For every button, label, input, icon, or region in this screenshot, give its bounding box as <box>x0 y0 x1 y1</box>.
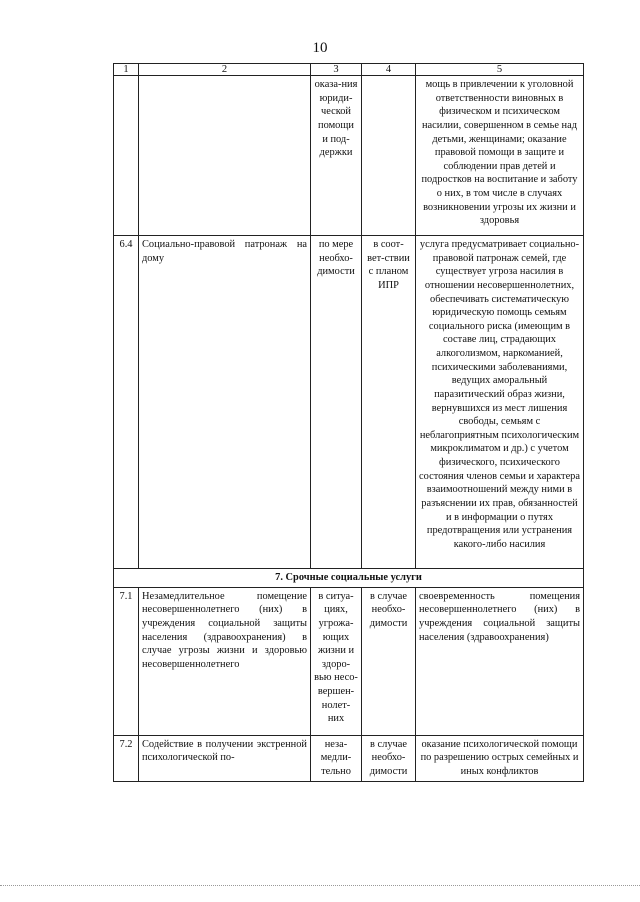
section-heading: 7. Срочные социальные услуги <box>114 569 584 588</box>
service-form: в соот-вет-ствии с планом ИПР <box>362 236 416 569</box>
services-table <box>113 63 584 782</box>
table-row <box>114 735 584 781</box>
table-row <box>114 76 584 236</box>
service-name: Социально-правовой патронаж на дому <box>139 236 311 569</box>
service-description: мощь в привлечении к уголовной ответственности виновных в физическом и психическом насилии, совершенном в семье над детьми, женщинами; оказание правовой помощи в защите и соблюдении прав детей и подростков на воспитание и заботу о них, в том числе в случаях возникновении угрозы их жизни и здоровья <box>416 76 584 236</box>
row-number: 6.4 <box>114 236 139 569</box>
service-description: услуга предусматривает социально-правовой патронаж семей, где существует угроза насилия в отношении несовершеннолетних, обеспечивать систематическую юридическую помощь семьям социального риска (имеющим в составе лиц, страдающих алкоголизмом, наркоманией, психическими заболеваниями, ведущих аморальный паразитический образ жизни, вернувшихся из мест лишения свободы, семьям с неблагоприятным психологическим микроклиматом и др.) с учетом физического, психического состояния членов семьи и характера взаимоотношений между ними в разъяснении их прав, обязанностей и в информации о путях предотвращения или устранения какого-либо насилия <box>416 236 584 569</box>
service-name: Содействие в получении экстренной психологической по- <box>139 735 311 781</box>
service-form: в случае необхо-димости <box>362 735 416 781</box>
service-form: в случае необхо-димости <box>362 587 416 735</box>
table-header-row <box>114 64 584 76</box>
service-term: оказа-ния юриди-ческой помощи и под-держки <box>311 76 362 236</box>
service-name: Незамедлительное помещение несовершеннолетнего (них) в учреждения социальной защиты населения (здравоохранения) в случае угрозы жизни и здоровью несовершеннолетнего <box>139 587 311 735</box>
section-heading-row <box>114 569 584 588</box>
row-number <box>114 76 139 236</box>
service-term: по мере необхо-димости <box>311 236 362 569</box>
table-row <box>114 236 584 569</box>
service-form <box>362 76 416 236</box>
column-header: 5 <box>416 64 584 76</box>
service-name <box>139 76 311 236</box>
column-header: 2 <box>139 64 311 76</box>
service-term: неза-медли-тельно <box>311 735 362 781</box>
service-term: в ситуа-циях, угрожа-ющих жизни и здоро-вью несо-вершен-нолет-них <box>311 587 362 735</box>
column-header: 1 <box>114 64 139 76</box>
row-number: 7.2 <box>114 735 139 781</box>
page-number: 10 <box>312 40 328 56</box>
column-header: 3 <box>311 64 362 76</box>
scan-edge-line <box>0 885 640 886</box>
table-row <box>114 587 584 735</box>
row-number: 7.1 <box>114 587 139 735</box>
service-description: оказание психологической помощи по разрешению острых семейных и иных конфликтов <box>416 735 584 781</box>
service-description: своевременность помещения несовершеннолетнего (них) в учреждения социальной защиты населения (здравоохранения) <box>416 587 584 735</box>
column-header: 4 <box>362 64 416 76</box>
